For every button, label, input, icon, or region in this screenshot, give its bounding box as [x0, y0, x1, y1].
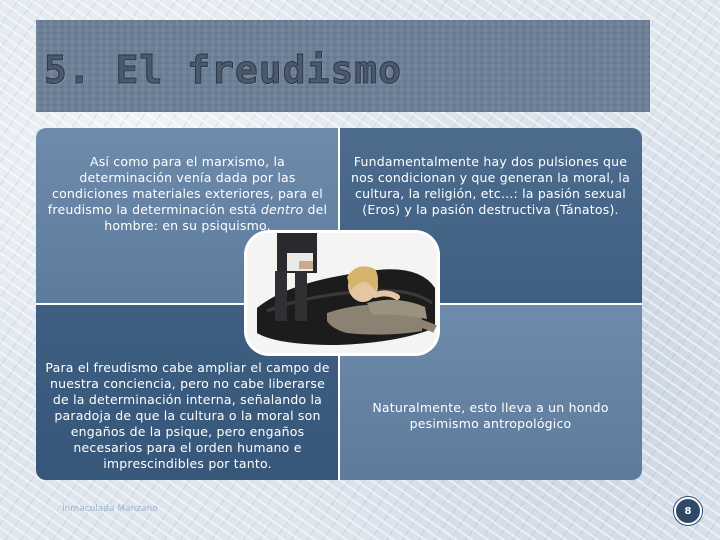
- slide-title: 5. El freudismo: [44, 48, 403, 92]
- cell-bottom-left-text: Para el freudismo cabe ampliar el campo de nuestra conciencia, pero no cabe liberarse de la determinación interna, señalando la paradoja de que la cultura o la moral son engaños de la psique, pero engaños necesarios para el orden humano e imprescindibles por tanto.: [45, 360, 330, 471]
- title-bar: [36, 20, 650, 112]
- cell-top-right-text: Fundamentalmente hay dos pulsiones que nos condicionan y que generan la moral, la cultura, la religión, etc…: la pasión sexual (Eros) y la pasión destructiva (Tánatos).: [351, 154, 630, 217]
- page-number-badge: [674, 497, 702, 525]
- psychoanalysis-illustration: [247, 233, 437, 353]
- cell-bottom-right-text: Naturalmente, esto lleva a un hondo pesimismo antropológico: [372, 400, 609, 431]
- footer-author: Inmaculada Manzano: [62, 504, 158, 514]
- psychoanalysis-photo: [247, 233, 437, 353]
- page-number: 8: [684, 505, 692, 517]
- cell-top-left-text: Así como para el marxismo, la determinación venía dada por las condiciones materiales exteriores, para el freudismo la determinación está dentro del hombre: en su psiquismo.: [47, 154, 328, 233]
